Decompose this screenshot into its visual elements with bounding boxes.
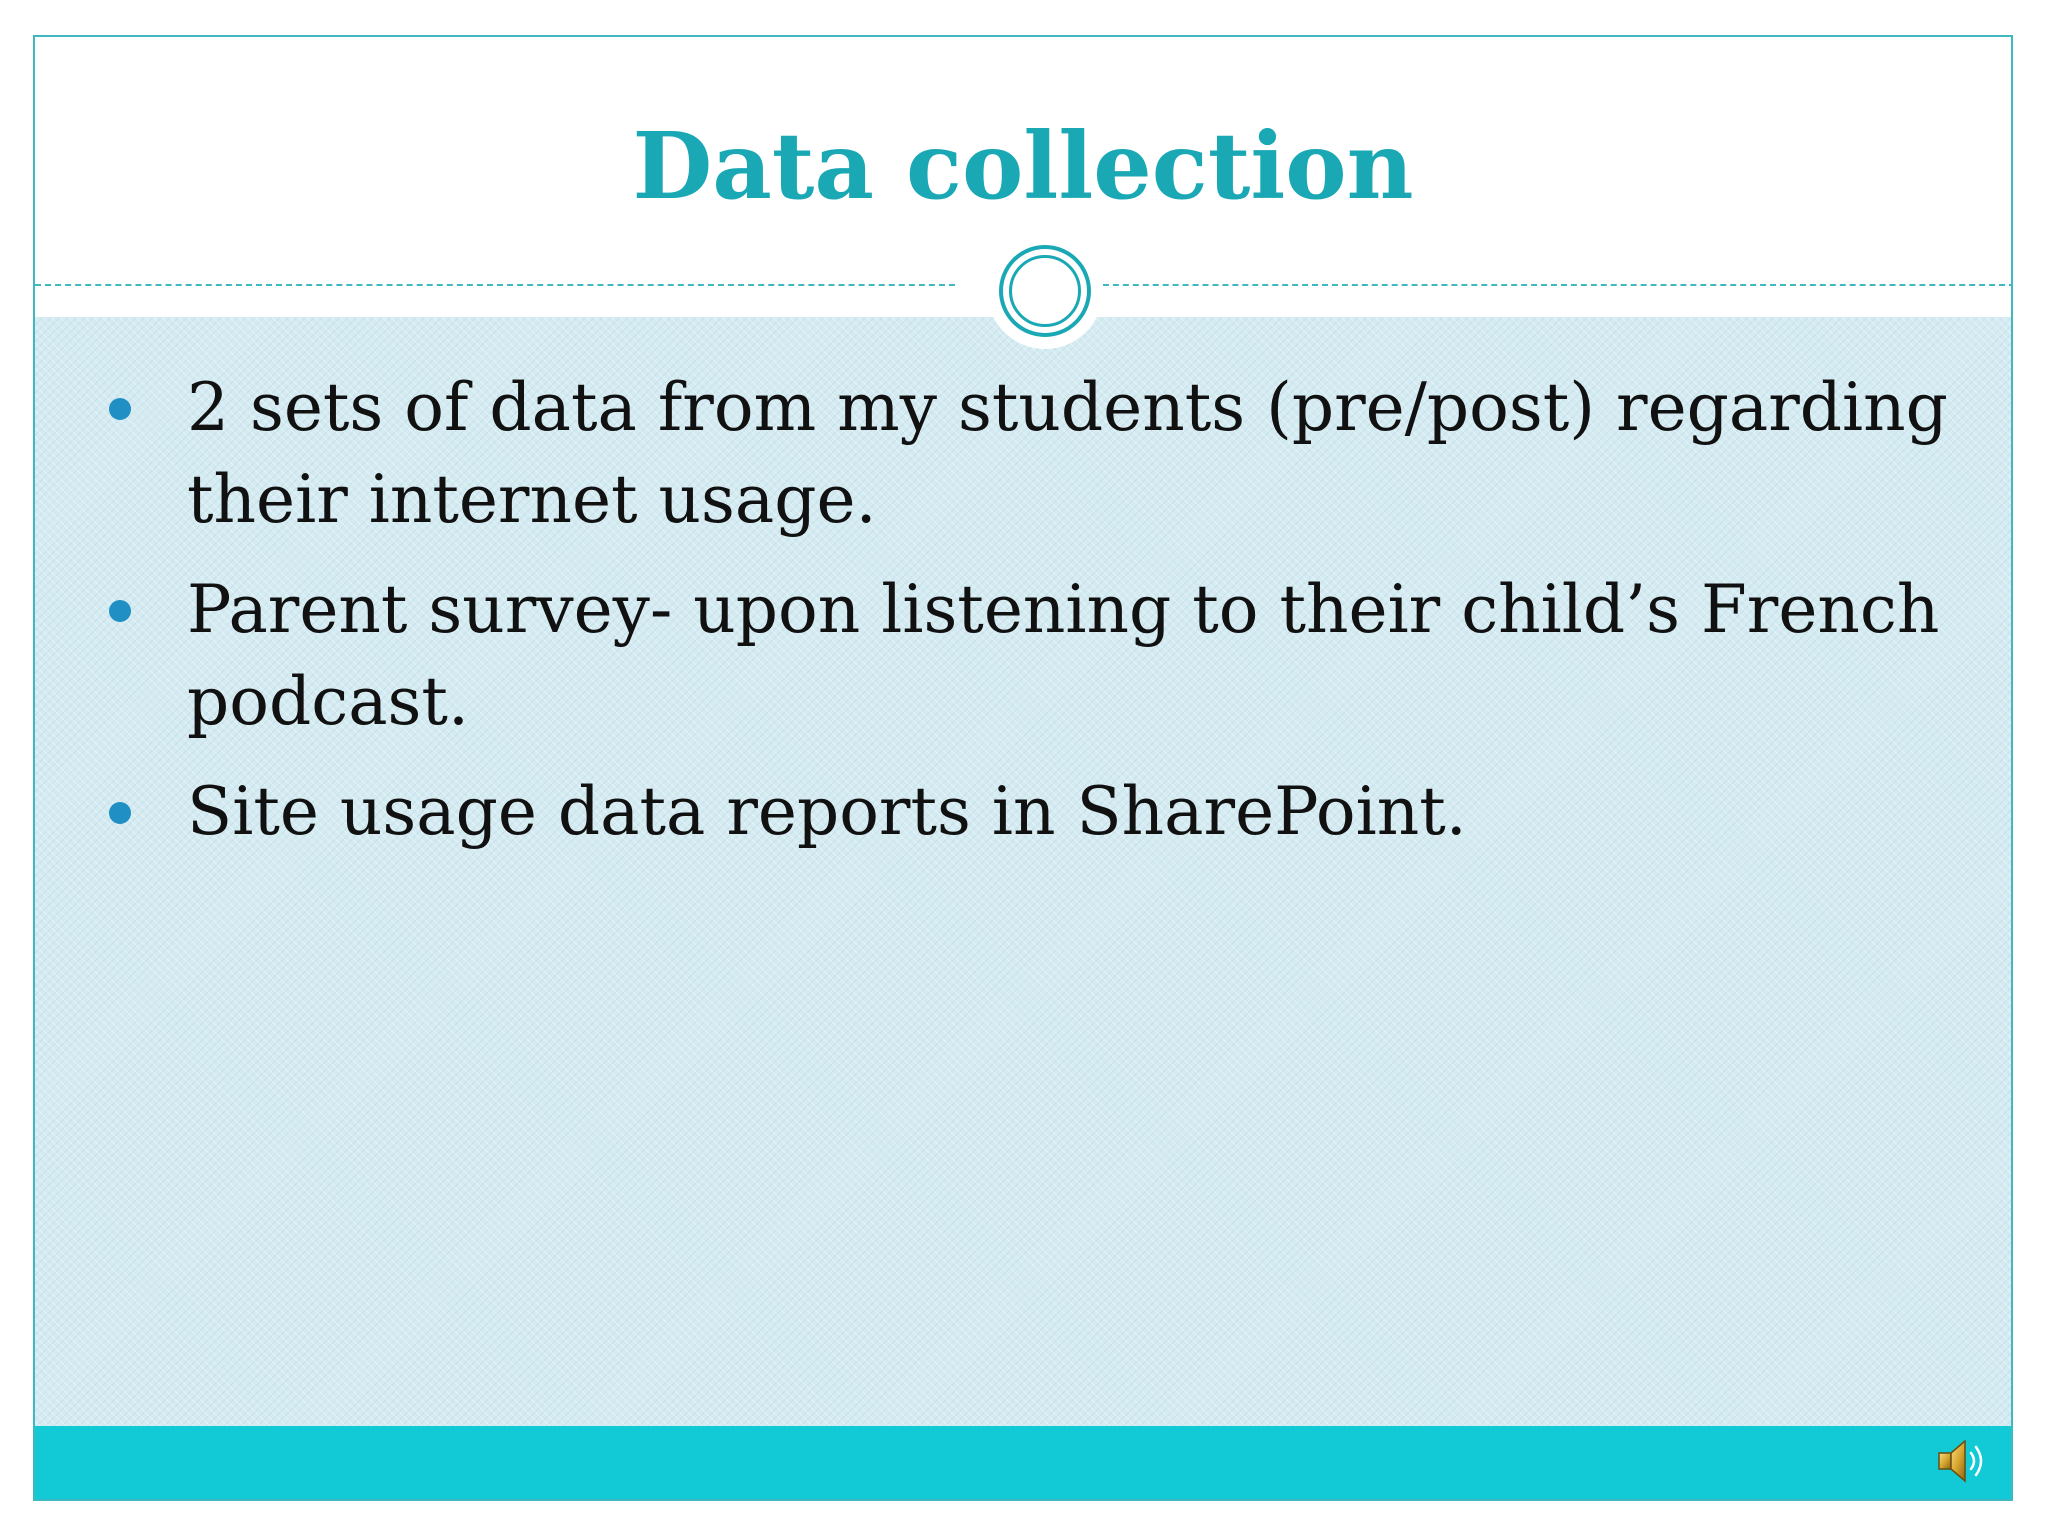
footer-bar <box>35 1426 2011 1499</box>
bullet-text: Parent survey- upon listening to their child’s French podcast. <box>187 571 1940 740</box>
bullet-item <box>95 564 1975 748</box>
bullet-dot-icon <box>109 802 131 824</box>
bullet-list <box>95 362 1975 876</box>
bullet-item <box>95 362 1975 546</box>
bullet-dot-icon <box>109 398 131 420</box>
divider-right <box>1093 284 2013 286</box>
bullet-item <box>95 766 1975 858</box>
bullet-dot-icon <box>109 600 131 622</box>
divider-inner-circle-icon <box>1009 255 1081 327</box>
divider-left <box>35 284 955 286</box>
bullet-text: 2 sets of data from my students (pre/post) regarding their internet usage. <box>187 369 1948 538</box>
slide-frame <box>33 35 2013 1501</box>
slide-title: Data collection <box>632 112 1414 220</box>
speaker-icon[interactable] <box>1931 1431 1991 1491</box>
bullet-text: Site usage data reports in SharePoint. <box>187 773 1467 850</box>
